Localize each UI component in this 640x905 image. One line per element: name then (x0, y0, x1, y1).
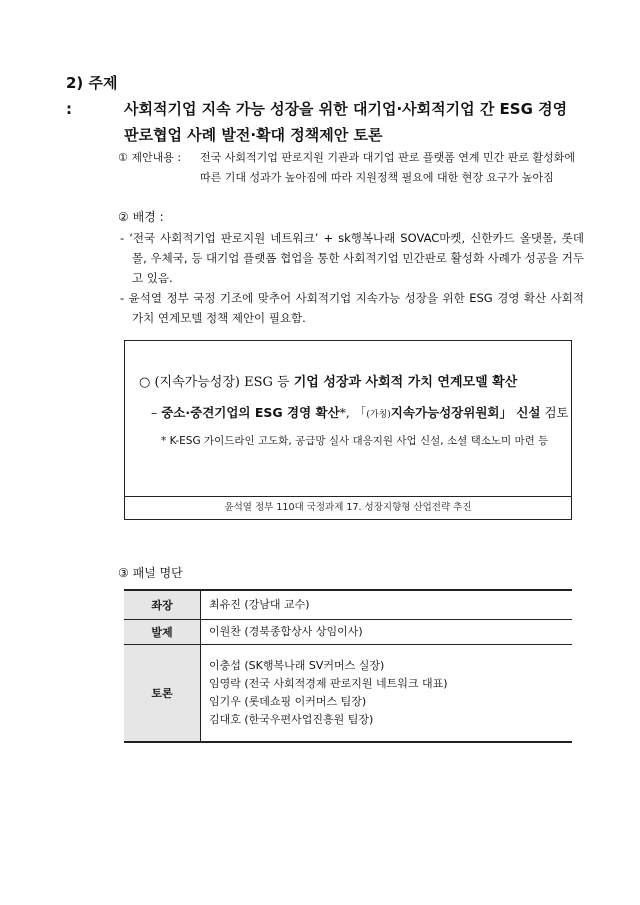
heading-text-1: 사회적기업 지속 가능 성장을 위한 대기업·사회적기업 간 ESG 경영 (124, 100, 568, 118)
policy-box-line-2-bold-1: 중소·중견기업의 ESG 경영 확산 (161, 405, 340, 420)
proposal-line-1: 전국 사회적기업 판로지원 기관과 대기업 판로 플랫폼 연계 민간 판로 활성화에 (200, 151, 575, 164)
panel-name: 최유진 (강남대 교수) (209, 597, 310, 611)
proposal-label (118, 148, 200, 168)
heading-line-2: 판로협업 사례 발전·확대 정책제안 토론 (124, 126, 383, 144)
panel-title (118, 564, 183, 582)
background-bullet-1: - ‘전국 사회적기업 판로지원 네트워크’ + sk행복나래 SOVAC마켓, 신한카드 올댓몰, 롯데몰, 우체국, 등 대기업 플랫폼 협업을 통한 사회적기업 민간판로 활성화 사례가 성공을 거두고 있음. (120, 231, 584, 285)
heading-line-1 (66, 70, 606, 122)
panel-names-discussion (201, 644, 573, 742)
background-title-text: 배경 : (132, 210, 164, 224)
panel-name: 임영락 (전국 사회적경제 판로지원 네트워크 대표) (209, 676, 448, 690)
panel-table (124, 589, 572, 743)
panel-role-presenter: 발제 (124, 619, 201, 644)
panel-name: 임기우 (롯데쇼핑 이커머스 팀장) (209, 694, 367, 708)
policy-box-line-2-bold-2: 지속가능성장위원회」 신설 (390, 405, 541, 420)
panel-names-presenter (201, 619, 573, 644)
panel-role-chair: 좌장 (124, 590, 201, 619)
panel-role-discussion: 토론 (124, 644, 201, 742)
table-row (124, 590, 572, 619)
panel-name: 이충섭 (SK행복나래 SV커머스 실장) (209, 658, 385, 672)
section-heading (66, 70, 606, 148)
background-bullets (120, 228, 584, 328)
policy-box-line-1-prefix: ○ (지속가능성장) ESG 등 (139, 375, 290, 390)
panel-title-text: 패널 명단 (132, 566, 183, 580)
policy-box-line-1-bold: 기업 성장과 사회적 가치 연계모델 확산 (293, 375, 518, 390)
policy-box-footnote: * K-ESG 가이드라인 고도화, 공급망 실사 대응지원 사업 신설, 소셜 택소노미 마련 등 (161, 435, 549, 447)
policy-box-line-2-suffix: 검토 (540, 405, 569, 420)
proposal-line-2: 따른 기대 성과가 높아짐에 따라 지원정책 필요에 대한 현장 요구가 높아짐 (200, 171, 554, 184)
panel-marker: ③ (118, 566, 129, 580)
proposal-block (118, 148, 598, 188)
policy-box-line-2-prefix: – (151, 405, 162, 420)
table-row (124, 644, 572, 742)
policy-box-line-2-small: (가칭) (366, 410, 391, 420)
panel-name: 이원찬 (경북종합상사 상임이사) (209, 624, 363, 638)
policy-box-line-2-mid: *, 「 (339, 405, 367, 420)
background-bullet-2: - 윤석열 정부 국정 기조에 맞추어 사회적기업 지속가능 성장을 위한 ESG 경영 확산 사회적 가치 연계모델 정책 제안이 필요함. (120, 291, 584, 325)
policy-box (124, 340, 572, 520)
policy-box-line-1 (139, 371, 517, 390)
proposal-label-text: 제안내용 : (131, 151, 182, 164)
panel-names-chair (201, 590, 573, 619)
background-title (118, 208, 164, 226)
table-row (124, 619, 572, 644)
policy-box-line-2 (151, 403, 569, 421)
policy-box-caption: 윤석열 정부 110대 국정과제 17. 성장지향형 산업전략 추진 (125, 496, 571, 519)
panel-name: 김대호 (한국우편사업진흥원 팀장) (209, 712, 374, 726)
background-marker: ② (118, 210, 129, 224)
proposal-marker: ① (118, 151, 128, 164)
heading-number: 2) 주제 : (66, 74, 118, 118)
